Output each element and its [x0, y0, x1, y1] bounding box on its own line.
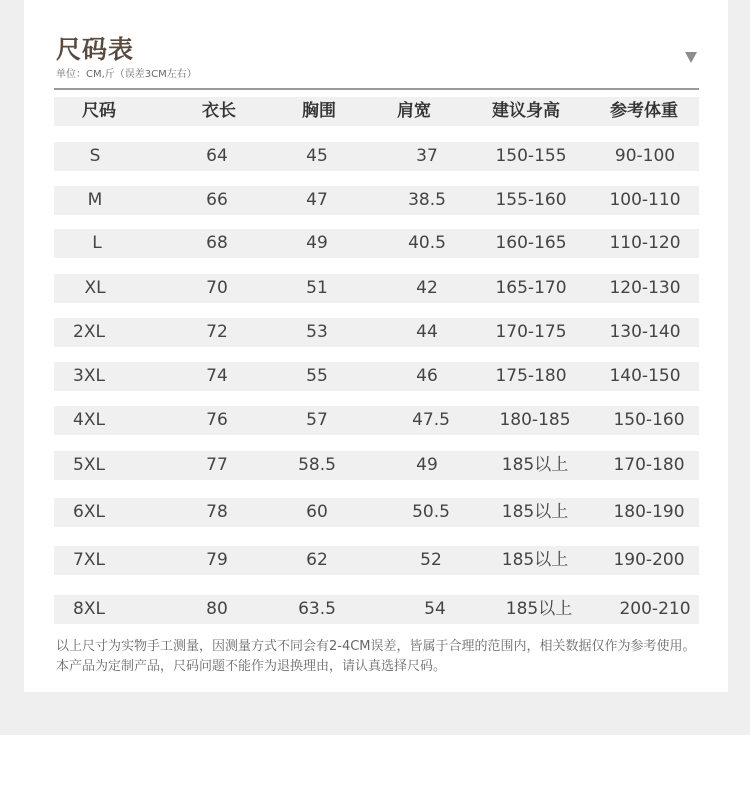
table-row: [54, 186, 699, 215]
cell-height: 150-155: [495, 146, 567, 166]
cell-chest: 57: [306, 410, 328, 430]
column-header-height: 建议身高: [492, 101, 560, 121]
table-row: [54, 142, 699, 171]
cell-height: 185以上: [501, 455, 569, 475]
table-row: [54, 229, 699, 258]
cell-length: 74: [206, 366, 228, 386]
cell-length: 80: [206, 599, 228, 619]
cell-length: 66: [206, 190, 228, 210]
cell-chest: 51: [306, 278, 328, 298]
cell-size: 8XL: [73, 599, 105, 619]
cell-size: 7XL: [73, 550, 105, 570]
cell-chest: 47: [306, 190, 328, 210]
cell-shoulder: 37: [416, 146, 438, 166]
cell-weight: 200-210: [619, 599, 691, 619]
cell-weight: 140-150: [609, 366, 681, 386]
cell-length: 70: [206, 278, 228, 298]
table-row: [54, 498, 699, 527]
cell-height: 185以上: [505, 599, 573, 619]
cell-shoulder: 54: [424, 599, 446, 619]
cell-chest: 58.5: [298, 455, 336, 475]
measurement-note: 以上尺寸为实物手工测量，因测量方式不同会有2-4CM误差，皆属于合理的范围内，相关数据仅作为参考使用。本产品为定制产品，尺码问题不能作为退换理由，请认真选择尺码。: [56, 639, 696, 674]
cell-height: 155-160: [495, 190, 567, 210]
table-row: [54, 318, 699, 347]
cell-weight: 170-180: [613, 455, 685, 475]
column-header-size: 尺码: [82, 101, 116, 121]
cell-shoulder: 40.5: [408, 233, 446, 253]
cell-height: 170-175: [495, 322, 567, 342]
table-row: [54, 451, 699, 480]
cell-weight: 90-100: [614, 146, 676, 166]
cell-shoulder: 50.5: [412, 502, 450, 522]
cell-height: 180-185: [499, 410, 571, 430]
column-header-length: 衣长: [202, 101, 236, 121]
table-row: [54, 274, 699, 303]
cell-length: 72: [206, 322, 228, 342]
cell-size: 3XL: [73, 366, 105, 386]
cell-shoulder: 49: [416, 455, 438, 475]
table-row: [54, 362, 699, 391]
cell-length: 78: [206, 502, 228, 522]
page-title: 尺码表: [56, 35, 135, 64]
cell-height: 185以上: [501, 550, 569, 570]
table-row: [54, 595, 699, 624]
cell-length: 77: [206, 455, 228, 475]
column-header-shoulder: 肩宽: [397, 101, 431, 121]
cell-chest: 63.5: [298, 599, 336, 619]
cell-length: 79: [206, 550, 228, 570]
cell-chest: 60: [306, 502, 328, 522]
cell-chest: 53: [306, 322, 328, 342]
table-row: [54, 546, 699, 575]
cell-weight: 180-190: [613, 502, 685, 522]
cell-shoulder: 38.5: [408, 190, 446, 210]
cell-weight: 100-110: [609, 190, 681, 210]
table-row: [54, 406, 699, 435]
cell-height: 160-165: [495, 233, 567, 253]
cell-height: 185以上: [501, 502, 569, 522]
cell-shoulder: 46: [416, 366, 438, 386]
cell-length: 68: [206, 233, 228, 253]
cell-length: 64: [206, 146, 228, 166]
cell-shoulder: 47.5: [412, 410, 450, 430]
cell-length: 76: [206, 410, 228, 430]
cell-height: 165-170: [495, 278, 567, 298]
cell-weight: 190-200: [613, 550, 685, 570]
cell-weight: 150-160: [613, 410, 685, 430]
cell-size: S: [89, 146, 101, 166]
cell-chest: 62: [306, 550, 328, 570]
cell-shoulder: 52: [420, 550, 442, 570]
cell-weight: 130-140: [609, 322, 681, 342]
cell-shoulder: 42: [416, 278, 438, 298]
cell-size: 4XL: [73, 410, 105, 430]
triangle-down-icon: [685, 52, 697, 63]
cell-size: XL: [84, 278, 106, 298]
cell-size: M: [87, 190, 103, 210]
unit-subtitle: 单位：CM,斤（误差3CM左右）: [56, 69, 197, 80]
cell-size: L: [92, 233, 102, 253]
size-chart-card: [24, 0, 728, 692]
cell-chest: 49: [306, 233, 328, 253]
column-header-chest: 胸围: [302, 101, 336, 121]
column-header-weight: 参考体重: [610, 101, 678, 121]
cell-weight: 120-130: [609, 278, 681, 298]
header-divider: [54, 88, 699, 90]
cell-chest: 55: [306, 366, 328, 386]
cell-size: 6XL: [73, 502, 105, 522]
cell-height: 175-180: [495, 366, 567, 386]
cell-shoulder: 44: [416, 322, 438, 342]
table-header-row: [54, 97, 699, 126]
cell-weight: 110-120: [609, 233, 681, 253]
cell-size: 5XL: [73, 455, 105, 475]
cell-chest: 45: [306, 146, 328, 166]
cell-size: 2XL: [73, 322, 105, 342]
